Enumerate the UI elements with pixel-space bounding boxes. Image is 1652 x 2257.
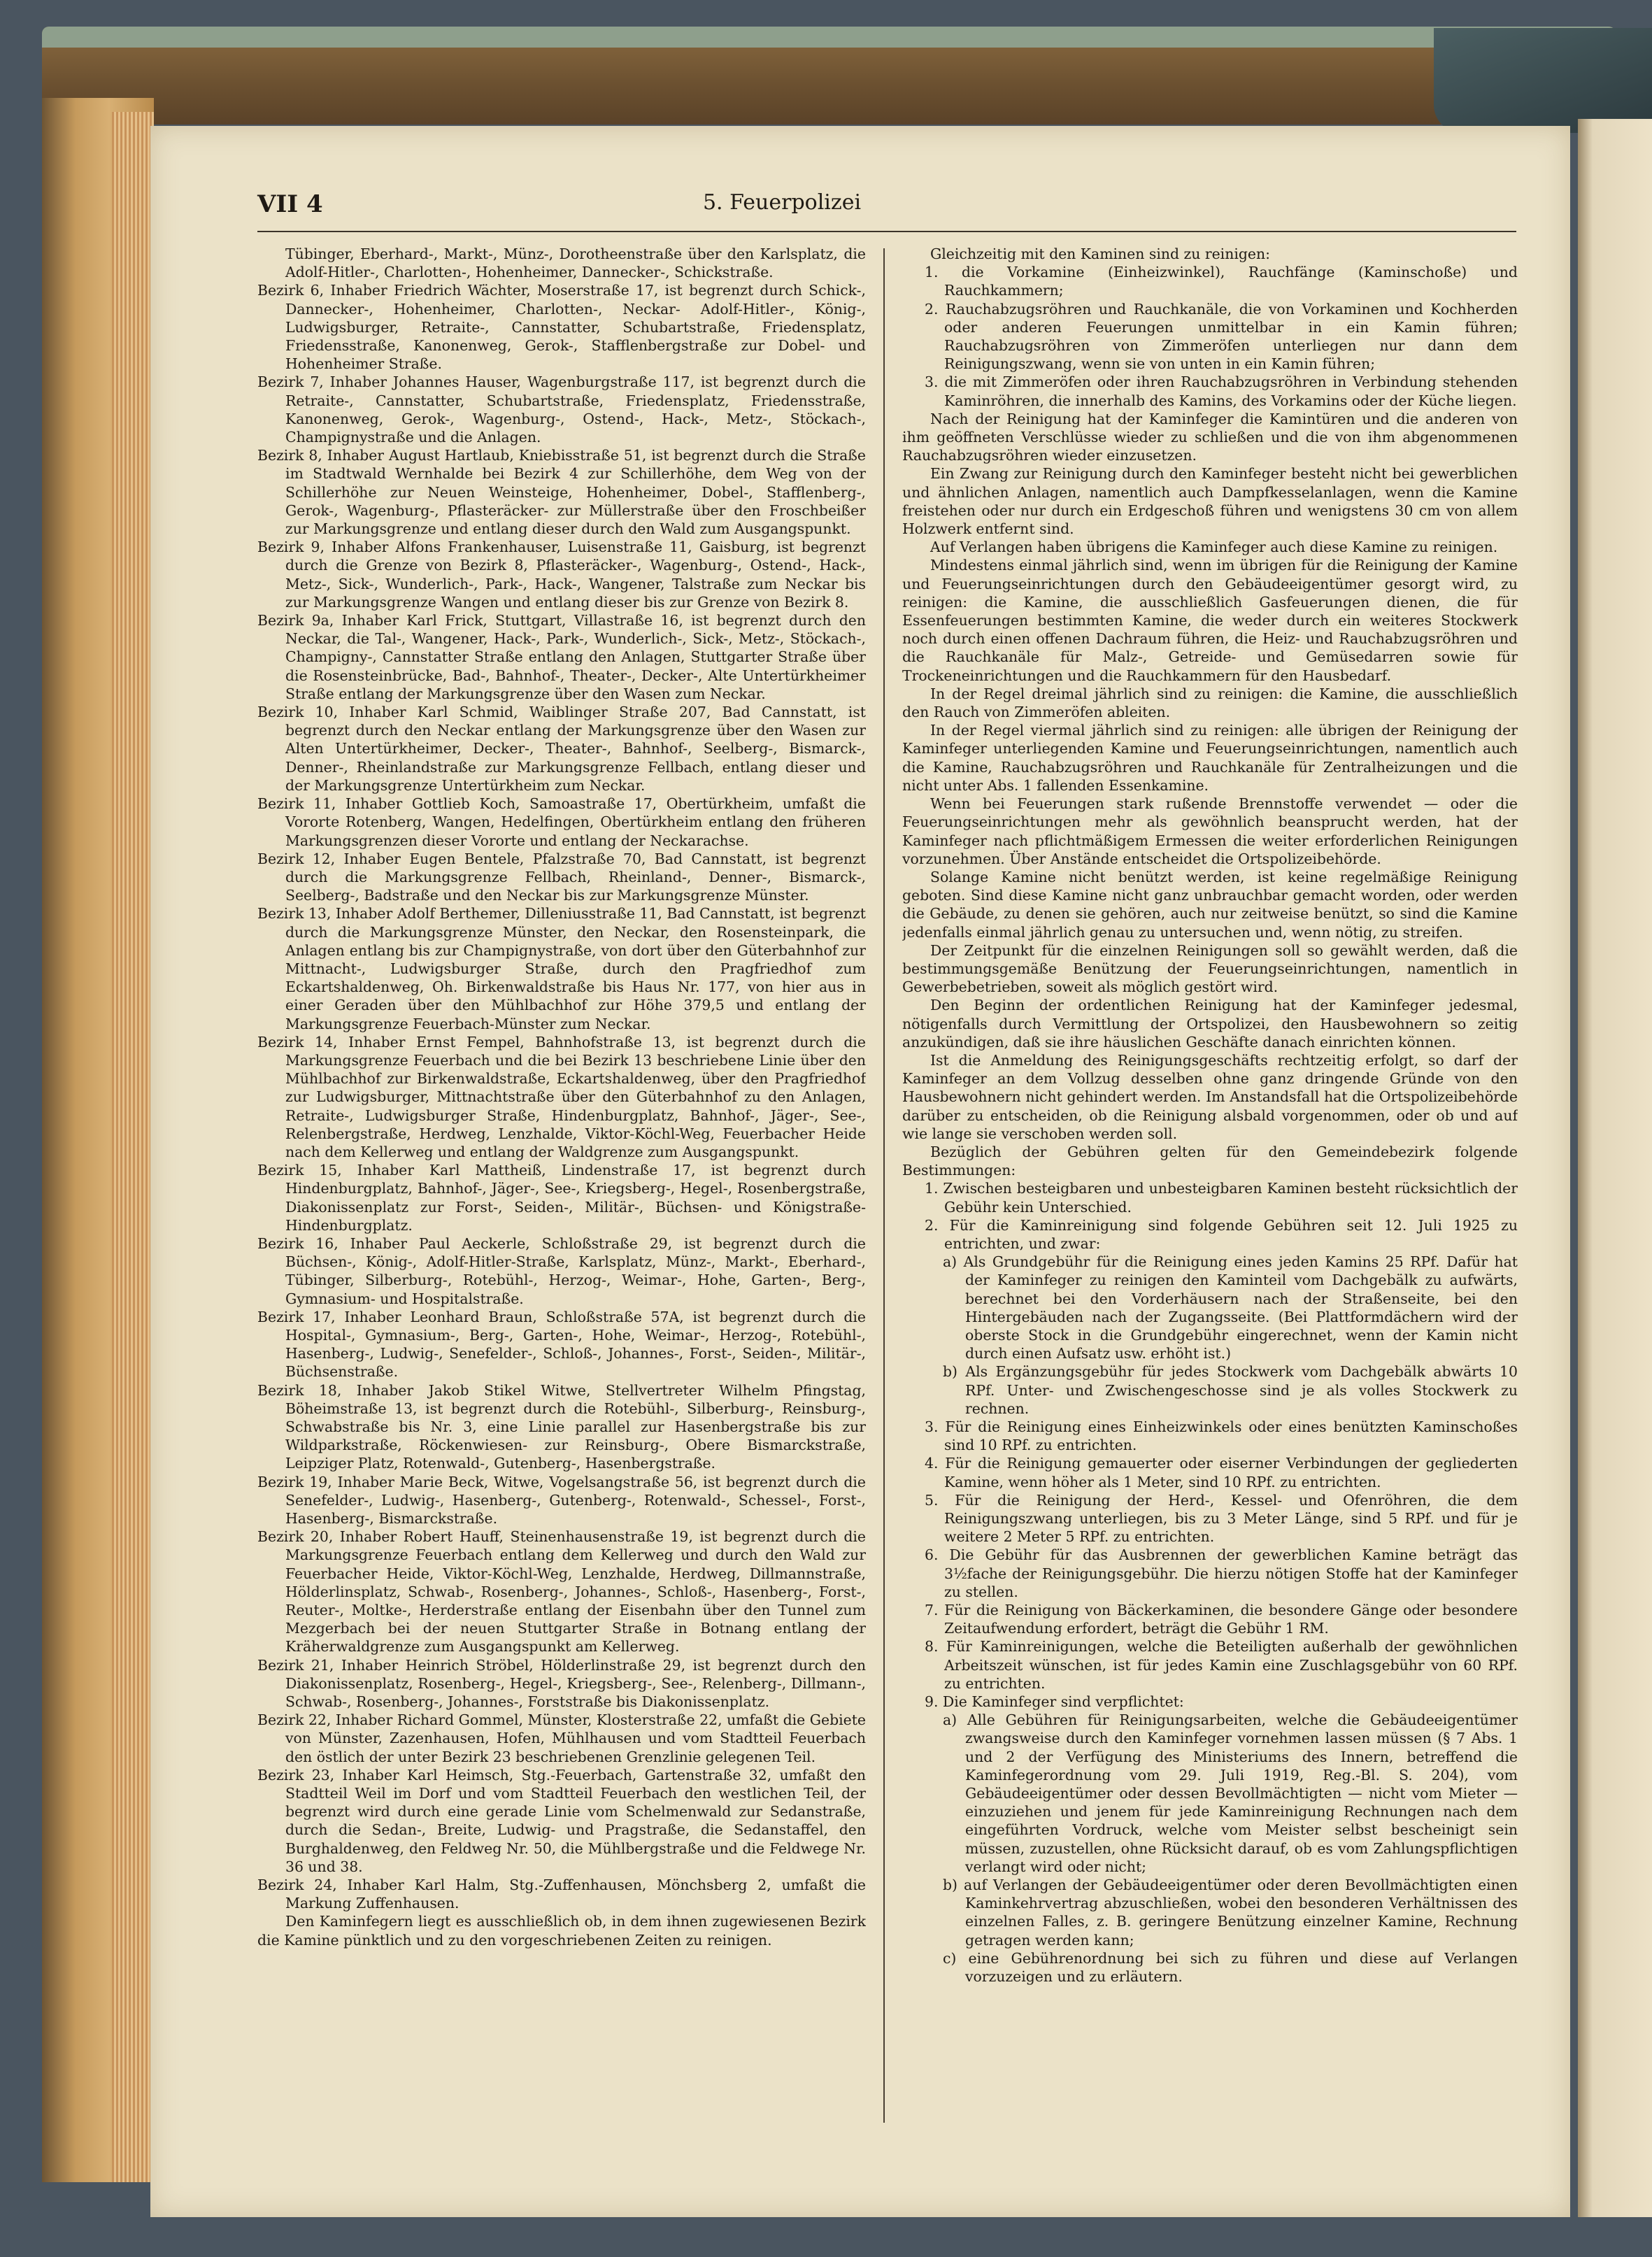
right-column-paragraph: a) Als Grundgebühr für die Reinigung eines jeden Kamins 25 RPf. Dafür hat der Kaminfeger zu reinigen den Kaminteil vom Dachgebälk zu aufwärts, berechnet bei den Vorderhäusern nach der Straßenseite, bei den Hintergebäuden nach der Zugangsseite. (Bei Plattformdächern wird der oberste Stock in die Grundgebühr eingerechnet, wenn der Kamin nicht durch einen Aufsatz usw. erhöht ist.) [943, 1253, 1518, 1362]
right-column-paragraph: Auf Verlangen haben übrigens die Kaminfeger auch diese Kamine zu reinigen. [930, 539, 1498, 556]
left-column-paragraph: Den Kaminfegern liegt es ausschließlich ob, in dem ihnen zugewiesenen Bezirk die Kamine pünktlich und zu den vorgeschriebenen Zeiten zu reinigen. [257, 1913, 866, 1949]
right-column [902, 245, 1518, 2126]
left-column-paragraph: Bezirk 14, Inhaber Ernst Fempel, Bahnhofstraße 13, ist begrenzt durch die Markungsgrenze Feuerbach und die bei Bezirk 13 beschriebene Linie über den Mühlbachhof zur Birkenwaldstraße, Eckartshaldenweg, über den Pragfriedhof zur Ludwigsburger, Mittnachtstraße über den Güterbahnhof zu den Anlagen, Retraite-, Ludwigsburger Straße, Hindenburgplatz, Bahnhof-, Jäger-, See-, Relenbergstraße, Herdweg, Lenzhalde, Viktor-Köchl-Weg, Feuerbacher Heide nach dem Kellerweg und entlang der Waldgrenze zum Ausgangspunkt. [257, 1033, 866, 1160]
section-title: 5. Feuerpolizei [702, 190, 862, 215]
right-column-paragraph: Ist die Anmeldung des Reinigungsgeschäfts rechtzeitig erfolgt, so darf der Kaminfeger an dem Vollzug desselben ohne ganz dringende Gründe von den Hausbewohnern nicht gehindert werden. Im Anstandsfall hat die Ortspolizeibehörde darüber zu entscheiden, ob die Reinigung alsbald vorgenommen, oder ob und auf wie lange sie verschoben werden soll. [902, 1051, 1518, 1142]
left-column-paragraph: Bezirk 11, Inhaber Gottlieb Koch, Samoastraße 17, Obertürkheim, umfaßt die Vororte Rotenberg, Wangen, Hedelfingen, Obertürkheim entlang den früheren Markungsgrenzen dieser Vororte und entlang der Neckarachse. [257, 795, 866, 849]
left-column-paragraph: Bezirk 15, Inhaber Karl Mattheiß, Lindenstraße 17, ist begrenzt durch Hindenburgplatz, Bahnhof-, Jäger-, See-, Kriegsberg-, Hegel-, Rosenbergstraße, Diakonissenplatz zur Forst-, Seiden-, Militär-, Büchsen- und Königstraße-Hindenburgplatz. [257, 1162, 866, 1234]
right-column-paragraph: b) Als Ergänzungsgebühr für jedes Stockwerk vom Dachgebälk abwärts 10 RPf. Unter- und Zwischengeschosse sind je als volles Stockwerk zu rechnen. [943, 1363, 1518, 1417]
left-column-paragraph: Bezirk 6, Inhaber Friedrich Wächter, Moserstraße 17, ist begrenzt durch Schick-, Dannecker-, Hohenheimer, Charlotten-, Neckar- Adolf-Hitler-, König-, Ludwigsburger, Retraite-, Cannstatter, Schubartstraße, Friedensplatz, Friedensstraße, Kanonenweg, Gerok-, Stafflenbergstraße zur Dobel- und Hohenheimer Straße. [257, 282, 866, 373]
right-column-paragraph: In der Regel viermal jährlich sind zu reinigen: alle übrigen der Reinigung der Kaminfeger unterliegenden Kamine und Feuerungseinrichtungen, namentlich auch die Kamine, Rauchabzugsröhren und Rauchkanäle für Zentralheizungen und die nicht unter Abs. 1 fallenden Essenkamine. [902, 722, 1518, 794]
right-column-paragraph: 2. Für die Kaminreinigung sind folgende Gebühren seit 12. Juli 1925 zu entrichten, und zwar: [925, 1216, 1518, 1252]
right-column-paragraph: Ein Zwang zur Reinigung durch den Kaminfeger besteht nicht bei gewerblichen und ähnlichen Anlagen, namentlich auch Dampfkesselanlagen, wenn die Kamine freistehen oder nur durch ein Erdgeschoß führen und wenigstens 30 cm von allem Holzwerk entfernt sind. [902, 465, 1518, 538]
bookmark-corner [1434, 28, 1652, 133]
left-column-paragraph: Bezirk 22, Inhaber Richard Gommel, Münster, Klosterstraße 22, umfaßt die Gebiete von Münster, Zazenhausen, Hofen, Mühlhausen und vom Stadtteil Feuerbach den östlich der unter Bezirk 23 beschriebenen Grenzlinie gelegenen Teil. [257, 1711, 866, 1765]
book-top-band [42, 27, 1616, 48]
right-column-paragraph: Der Zeitpunkt für die einzelnen Reinigungen soll so gewählt werden, daß die bestimmungsgemäße Benützung der Feuerungseinrichtungen, namentlich in Gewerbebetrieben, soweit als möglich gestört wird. [902, 941, 1518, 996]
left-column-paragraph: Bezirk 16, Inhaber Paul Aeckerle, Schloßstraße 29, ist begrenzt durch die Büchsen-, König-, Adolf-Hitler-Straße, Karlsplatz, Münz-, Markt-, Eberhard-, Tübinger, Silberburg-, Rotebühl-, Herzog-, Weimar-, Hohe, Garten-, Berg-, Gymnasium- und Hospitalstraße. [257, 1234, 866, 1307]
left-column [257, 245, 866, 2126]
next-page-edge [1578, 119, 1652, 2217]
left-column-paragraph: Bezirk 23, Inhaber Karl Heimsch, Stg.-Feuerbach, Gartenstraße 32, umfaßt den Stadtteil Weil im Dorf und vom Stadtteil Feuerbach den westlichen Teil, der begrenzt wird durch eine gerade Linie vom Schelmenwald zur Sedanstraße, durch die Sedan-, Breite, Ludwig- und Pragstraße, die Sedanstaffel, den Burghaldenweg, den Feldweg Nr. 50, die Mühlbergstraße und die Feldwege Nr. 36 und 38. [257, 1766, 866, 1875]
left-column-paragraph: Bezirk 9a, Inhaber Karl Frick, Stuttgart, Villastraße 16, ist begrenzt durch den Neckar, die Tal-, Wangener, Hack-, Park-, Wunderlich-, Sick-, Metz-, Stöckach-, Champigny-, Cannstatter Straße entlang den Anlagen, Stuttgarter Straße über die Rosensteinbrücke, Bad-, Bahnhof-, Theater-, Decker-, Alte Untertürkheimer Straße entlang der Markungsgrenze über den Wasen zum Neckar. [257, 612, 866, 702]
right-column-paragraph: 9. Die Kaminfeger sind verpflichtet: [925, 1693, 1184, 1711]
right-column-paragraph: Gleichzeitig mit den Kaminen sind zu reinigen: [930, 245, 1270, 262]
left-column-paragraph: Bezirk 9, Inhaber Alfons Frankenhauser, Luisenstraße 11, Gaisburg, ist begrenzt durch die Grenze von Bezirk 8, Pflasteräcker-, Wagenburg-, Ostend-, Hack-, Metz-, Sick-, Wunderlich-, Park-, Hack-, Wangener, Talstraße zum Neckar bis zur Markungsgrenze Wangen und entlang dieser bis zur Grenze von Bezirk 8. [257, 539, 866, 611]
right-column-paragraph: 2. Rauchabzugsröhren und Rauchkanäle, die von Vorkaminen und Kochherden oder anderen Feuerungen unmittelbar in ein Kamin führen; Rauchabzugsröhren von Zimmeröfen unterliegen nur dann dem Reinigungszwang, wenn sie von unten in ein Kamin führen; [925, 300, 1518, 373]
right-column-paragraph: 8. Für Kaminreinigungen, welche die Beteiligten außerhalb der gewöhnlichen Arbeitszeit wünschen, ist für jedes Kamin eine Zuschlagsgebühr von 60 RPf. zu entrichten. [925, 1638, 1518, 1692]
right-column-paragraph: b) auf Verlangen der Gebäudeeigentümer oder deren Bevollmächtigten einen Kaminkehrvertrag abzuschließen, wobei den besonderen Verhältnissen des einzelnen Falles, z. B. geringere Benützung einzelner Kamine, Rechnung getragen werden kann; [943, 1877, 1518, 1949]
right-column-paragraph: 1. die Vorkamine (Einheizwinkel), Rauchfänge (Kaminschoße) und Rauchkammern; [925, 264, 1518, 299]
right-column-paragraph: Den Beginn der ordentlichen Reinigung hat der Kaminfeger jedesmal, nötigenfalls durch Vermittlung der Ortspolizei, den Hausbewohnern so zeitig anzukündigen, daß sie ihre häuslichen Geschäfte danach einrichten können. [902, 997, 1518, 1051]
left-column-paragraph: Bezirk 13, Inhaber Adolf Berthemer, Dilleniusstraße 11, Bad Cannstatt, ist begrenzt durch die Markungsgrenze Münster, den Neckar, den Rosensteinpark, die Anlagen entlang bis zur Champignystraße, von dort über den Güterbahnhof zur Mittnacht-, Ludwigsburger Straße, durch den Pragfriedhof zum Eckartshaldenweg, Oh. Birkenwaldstraße bis Haus Nr. 177, von hier aus in einer Geraden über den Mühlbachhof zur Höhe 379,5 und entlang der Markungsgrenze Feuerbach-Münster zum Neckar. [257, 905, 866, 1032]
page-header [257, 190, 1516, 225]
header-rule [257, 231, 1516, 232]
right-column-paragraph: Nach der Reinigung hat der Kaminfeger die Kamintüren und die anderen von ihm geöffneten Verschlüsse wieder zu schließen und die von ihm abgenommenen Rauchabzugsröhren wieder einzusetzen. [902, 410, 1518, 464]
left-column-paragraph: Bezirk 19, Inhaber Marie Beck, Witwe, Vogelsangstraße 56, ist begrenzt durch die Senefelder-, Ludwig-, Hasenberg-, Gutenberg-, Rotenwald-, Schessel-, Forst-, Hasenberg-, Bismarckstraße. [257, 1473, 866, 1528]
left-column-paragraph: Bezirk 7, Inhaber Johannes Hauser, Wagenburgstraße 117, ist begrenzt durch die Retraite-, Cannstatter, Schubartstraße, Friedensplatz, Friedensstraße, Kanonenweg, Gerok-, Wagenburg-, Ostend-, Hack-, Metz-, Stöckach-, Champignystraße und die Anlagen. [257, 373, 866, 446]
right-column-paragraph: Wenn bei Feuerungen stark rußende Brennstoffe verwendet — oder die Feuerungseinrichtungen mehr als gewöhnlich beansprucht werden, hat der Kaminfeger nach pflichtmäßigem Ermessen die weiter erforderlichen Reinigungen vorzunehmen. Über Anstände entscheidet die Ortspolizeibehörde. [902, 795, 1518, 867]
right-column-paragraph: 3. die mit Zimmeröfen oder ihren Rauchabzugsröhren in Verbindung stehenden Kaminröhren, die innerhalb des Kamins, des Vorkamins oder der Küche liegen. [925, 373, 1518, 409]
right-column-paragraph: 6. Die Gebühr für das Ausbrennen der gewerblichen Kamine beträgt das 3½fache der Reinigungsgebühr. Die hierzu nötigen Stoffe hat der Kaminfeger zu stellen. [925, 1546, 1518, 1600]
right-column-paragraph: a) Alle Gebühren für Reinigungsarbeiten, welche die Gebäudeeigentümer zwangsweise durch den Kaminfeger vornehmen lassen müssen (§ 7 Abs. 1 und 2 der Verfügung des Ministeriums des Innern, betreffend die Kaminfegerordnung vom 29. Juli 1919, Reg.-Bl. S. 204), vom Gebäudeeigentümer oder dessen Bevollmächtigten — nicht vom Mieter — einzuziehen und jenem für jede Kaminreinigung Rechnungen nach dem eingeführten Vordruck, welche vom Meister selbst bescheinigt sein müssen, zuzustellen, ohne Rücksicht darauf, ob es vom Zahlungspflichtigen verlangt wird oder nicht; [943, 1711, 1518, 1875]
right-column-paragraph: 7. Für die Reinigung von Bäckerkaminen, die besondere Gänge oder besondere Zeitaufwendung erfordert, beträgt die Gebühr 1 RM. [925, 1602, 1518, 1637]
right-column-paragraph: Solange Kamine nicht benützt werden, ist keine regelmäßige Reinigung geboten. Sind diese Kamine nicht ganz unbrauchbar gemacht worden, oder werden die Gebäude, zu denen sie gehören, auch nur zeitweise benützt, so sind die Kamine jedenfalls einmal jährlich genau zu untersuchen und, wenn nötig, zu streifen. [902, 868, 1518, 941]
left-column-paragraph: Bezirk 20, Inhaber Robert Hauff, Steinenhausenstraße 19, ist begrenzt durch die Markungsgrenze Feuerbach entlang dem Kellerweg und durch den Wald zur Feuerbacher Heide, Viktor-Köchl-Weg, Lenzhalde, Herdweg, Dillmannstraße, Hölderlinsplatz, Schwab-, Rosenberg-, Johannes-, Schloß-, Hasenberg-, Forst-, Reuter-, Moltke-, Herderstraße entlang der Eisenbahn über den Tunnel zum Mezgerbach bei der neuen Stuttgarter Straße in Botnang entlang der Kräherwaldgrenze zum Ausgangspunkt am Kellerweg. [257, 1528, 866, 1656]
right-column-paragraph: 1. Zwischen besteigbaren und unbesteigbaren Kaminen besteht rücksichtlich der Gebühr kein Unterschied. [925, 1180, 1518, 1216]
left-column-paragraph: Bezirk 18, Inhaber Jakob Stikel Witwe, Stellvertreter Wilhelm Pfingstag, Böheimstraße 13, ist begrenzt durch die Rotebühl-, Silberburg-, Reinsburg-, Schwabstraße bis Nr. 3, eine Linie parallel zur Hasenbergstraße bis zur Wildparkstraße, Röckenwiesen- zur Reinsburg-, Obere Bismarckstraße, Leipziger Platz, Rotenwald-, Gutenberg-, Hasenbergstraße. [257, 1381, 866, 1472]
column-divider [883, 248, 885, 2123]
right-column-paragraph: 4. Für die Reinigung gemauerter oder eiserner Verbindungen der gegliederten Kamine, wenn höher als 1 Meter, sind 10 RPf. zu entrichten. [925, 1455, 1518, 1490]
left-column-paragraph: Bezirk 21, Inhaber Heinrich Ströbel, Hölderlinstraße 29, ist begrenzt durch den Diakonissenplatz, Rosenberg-, Hegel-, Kriegsberg-, See-, Relenberg-, Dillmann-, Schwab-, Rosenberg-, Johannes-, Forststraße bis Diakonissenplatz. [257, 1656, 866, 1711]
right-column-paragraph: In der Regel dreimal jährlich sind zu reinigen: die Kamine, die ausschließlich den Rauch von Zimmeröfen ableiten. [902, 685, 1518, 721]
left-column-paragraph: Bezirk 10, Inhaber Karl Schmid, Waiblinger Straße 207, Bad Cannstatt, ist begrenzt durch den Neckar entlang der Markungsgrenze über den Wasen zur Alten Untertürkheimer, Decker-, Theater-, Bahnhof-, Seelberg-, Bismarck-, Denner-, Rheinlandstraße zur Markungsgrenze Fellbach, entlang dieser und der Markungsgrenze Untertürkheim zum Neckar. [257, 704, 866, 794]
right-column-paragraph: Mindestens einmal jährlich sind, wenn im übrigen für die Reinigung der Kamine und Feuerungseinrichtungen durch den Gebäudeeigentümer gesorgt wird, zu reinigen: die Kamine, die ausschließlich Gasfeuerungen dienen, die für Essenfeuerungen bestimmten Kamine, die weder durch ein weiteres Stockwerk noch durch einen offenen Dachraum führen, die Heiz- und Rauchabzugsröhren und die Rauchkanäle für Malz-, Getreide- und Gemüsedarren sowie für Trockeneinrichtungen und die Rauchkammern für den Hausbedarf. [902, 557, 1518, 684]
left-column-paragraph: Bezirk 12, Inhaber Eugen Bentele, Pfalzstraße 70, Bad Cannstatt, ist begrenzt durch die Markungsgrenze Fellbach, Rheinland-, Denner-, Bismarck-, Seelberg-, Badstraße und den Neckar bis zur Markungsgrenze Münster. [257, 850, 866, 904]
right-column-paragraph: Bezüglich der Gebühren gelten für den Gemeindebezirk folgende Bestimmungen: [902, 1143, 1518, 1179]
left-column-paragraph: Bezirk 8, Inhaber August Hartlaub, Kniebisstraße 51, ist begrenzt durch die Straße im Stadtwald Wernhalde bei Bezirk 4 zur Schillerhöhe, dem Weg von der Schillerhöhe zur Neuen Weinsteige, Hohenheimer, Dobel-, Stafflenberg-, Gerok-, Wagenburg-, Pflasteräcker- zur Müllerstraße über den Froschbeißer zur Markungsgrenze und entlang dieser durch den Wald zum Ausgangspunkt. [257, 447, 866, 538]
left-column-paragraph: Tübinger, Eberhard-, Markt-, Münz-, Dorotheenstraße über den Karlsplatz, die Adolf-Hitler-, Charlotten-, Hohenheimer, Dannecker-, Schickstraße. [285, 245, 866, 281]
left-column-paragraph: Bezirk 17, Inhaber Leonhard Braun, Schloßstraße 57A, ist begrenzt durch die Hospital-, Gymnasium-, Berg-, Garten-, Hohe, Weimar-, Herzog-, Rotebühl-, Hasenberg-, Ludwig-, Senefelder-, Schloß-, Johannes-, Forst-, Seiden-, Militär-, Büchsenstraße. [257, 1308, 866, 1381]
page-edges [112, 112, 154, 2182]
right-column-paragraph: 3. Für die Reinigung eines Einheizwinkels oder eines benützten Kaminschoßes sind 10 RPf. zu entrichten. [925, 1418, 1518, 1454]
page-number: VII 4 [257, 190, 323, 218]
left-column-paragraph: Bezirk 24, Inhaber Karl Halm, Stg.-Zuffenhausen, Mönchsberg 2, umfaßt die Markung Zuffenhausen. [257, 1877, 866, 1912]
right-column-paragraph: 5. Für die Reinigung der Herd-, Kessel- und Ofenröhren, die dem Reinigungszwang unterliegen, bis zu 3 Meter Länge, sind 5 RPf. und für je weitere 2 Meter 5 RPf. zu entrichten. [925, 1491, 1518, 1546]
right-column-paragraph: c) eine Gebührenordnung bei sich zu führen und diese auf Verlangen vorzuzeigen und zu erläutern. [943, 1949, 1518, 1986]
